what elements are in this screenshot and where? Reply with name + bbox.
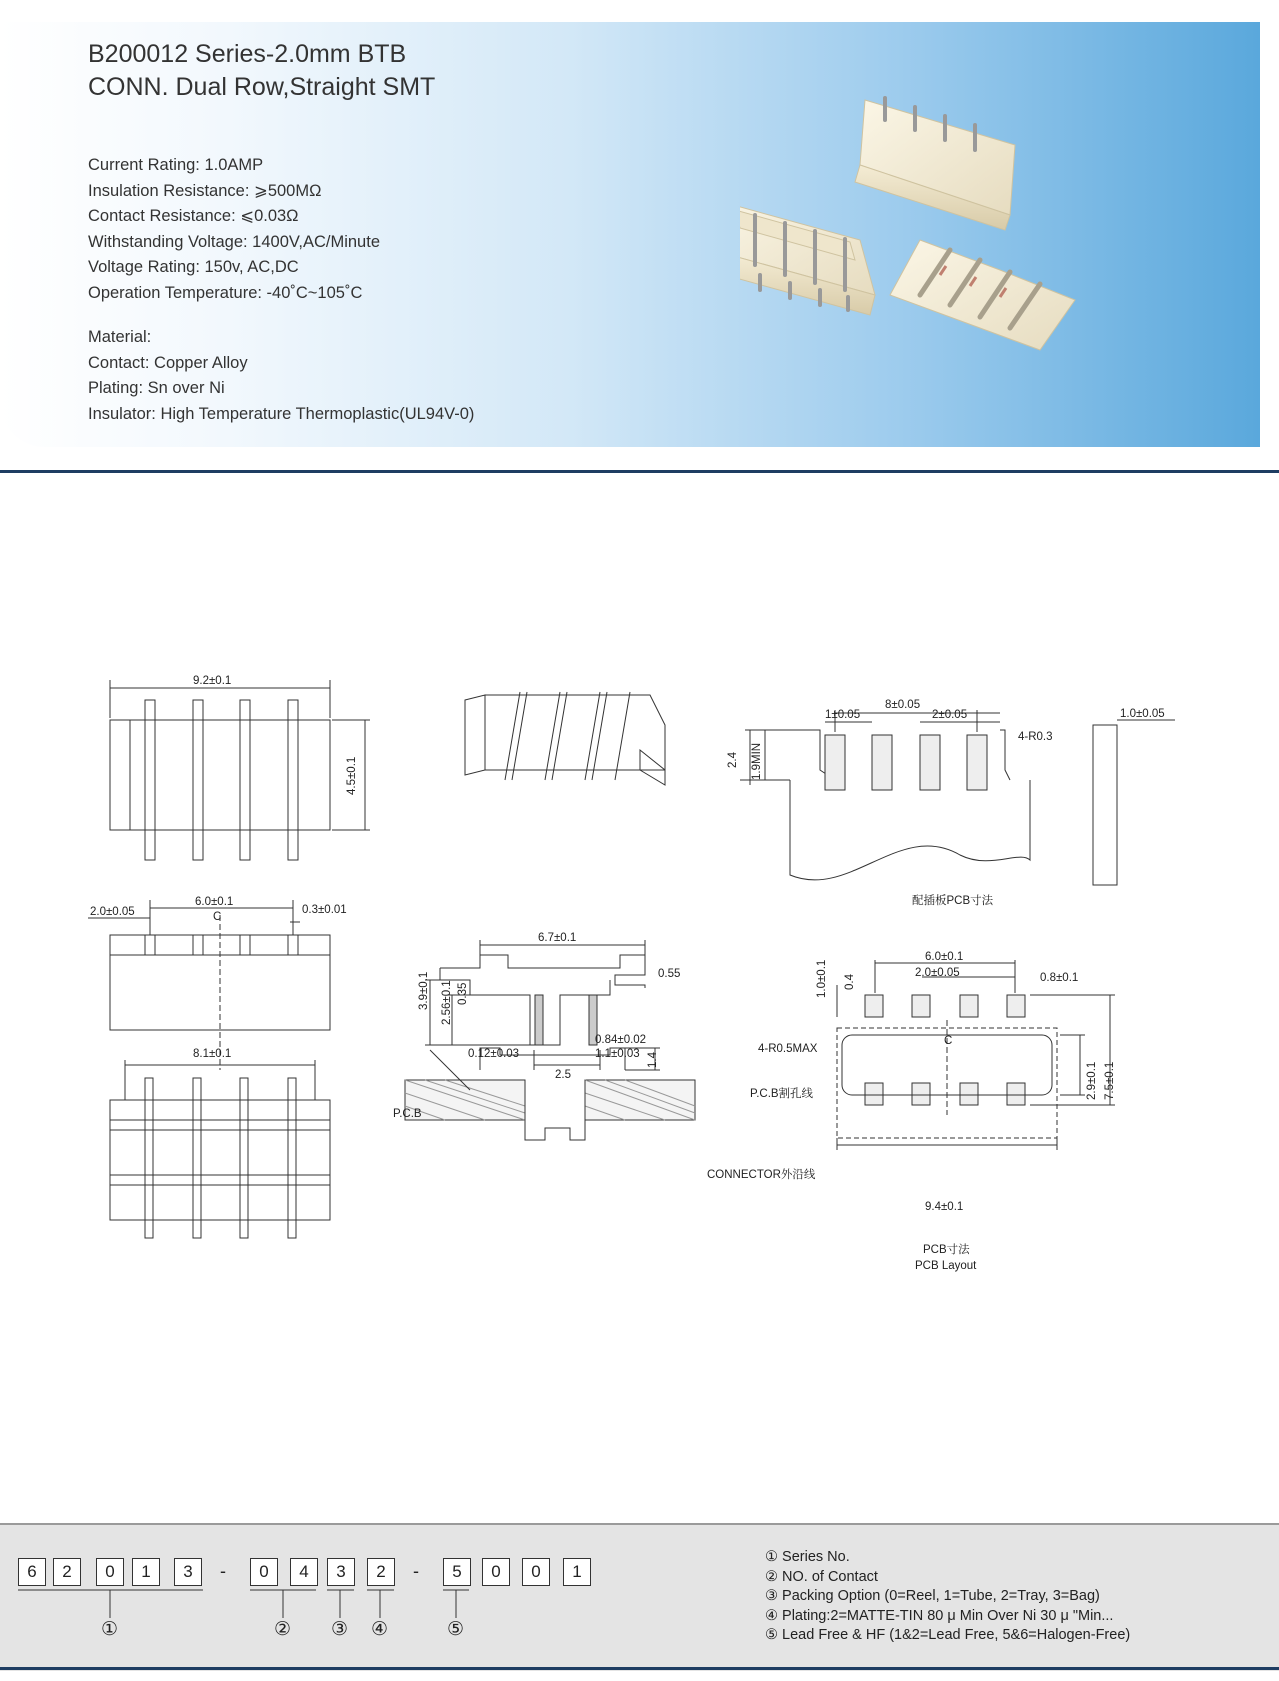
dim-1-9: 1.9MIN (751, 742, 763, 780)
dim-6-7: 6.7±0.1 (538, 932, 577, 944)
connector-photo-left (740, 200, 875, 315)
dim-1-4: 1.4 (647, 1052, 659, 1068)
label-pcb-cut: P.C.B割孔线 (750, 1088, 814, 1100)
pn-digit: 5 (443, 1558, 471, 1586)
spec-current: Current Rating: 1.0AMP (88, 156, 264, 174)
part-number-brackets (0, 1586, 620, 1626)
footer-divider (0, 1667, 1279, 1670)
pn-digit: 4 (290, 1558, 318, 1586)
dim-2-0: 2.0±0.05 (90, 906, 135, 918)
pn-digit: 6 (18, 1558, 46, 1586)
pn-digit: 2 (53, 1558, 81, 1586)
label-mating-pcb: 配插板PCB寸法 (912, 895, 994, 907)
header-divider (0, 470, 1279, 473)
dim-2: 2±0.05 (932, 709, 968, 721)
pn-digit: 2 (367, 1558, 395, 1586)
material-plating: Plating: Sn over Ni (88, 379, 225, 397)
view-top (110, 680, 370, 860)
label-connector-outline: CONNECTOR外沿线 (707, 1169, 816, 1181)
part-number-legend (765, 1548, 1130, 1646)
marker-2: ② (274, 1619, 292, 1640)
spec-insulation: Insulation Resistance: ⩾500MΩ (88, 181, 322, 200)
marker-5: ⑤ (447, 1619, 465, 1640)
pcb-dim-2-0: 2.0±0.05 (915, 967, 960, 979)
pcb-dim-0-4: 0.4 (844, 974, 856, 990)
pn-digit: 3 (327, 1558, 355, 1586)
dim-1-0: 1.0±0.05 (1120, 708, 1165, 720)
view-front (88, 900, 330, 1070)
legend-contacts: ② NO. of Contact (765, 1568, 878, 1585)
dim-1-1: 1.1±0.03 (595, 1048, 640, 1060)
pn-dash: - (413, 1561, 419, 1581)
marker-1: ① (101, 1619, 119, 1640)
material-contact: Contact: Copper Alloy (88, 353, 248, 372)
pn-digit: 3 (174, 1558, 202, 1586)
pn-digit: 0 (482, 1558, 510, 1586)
centerline-mark-1: C (213, 911, 222, 923)
material-insulator: Insulator: High Temperature Thermoplastic(UL94V-0) (88, 404, 475, 423)
dim-1: 1±0.05 (825, 709, 861, 721)
dim-6-0: 6.0±0.1 (195, 896, 234, 908)
title-line-2: CONN. Dual Row,Straight SMT (88, 73, 436, 101)
pn-digit: 1 (132, 1558, 160, 1586)
label-pcb-dim: PCB寸法 (923, 1244, 970, 1256)
dim-8: 8±0.05 (885, 699, 921, 711)
dim-2-5: 2.5 (555, 1069, 571, 1081)
product-photo (740, 90, 1130, 380)
spec-temperature: Operation Temperature: -40˚C~105˚C (88, 283, 363, 302)
technical-drawings (0, 650, 1279, 1290)
pn-digit: 0 (250, 1558, 278, 1586)
spec-withstanding: Withstanding Voltage: 1400V,AC/Minute (88, 232, 380, 251)
marker-3: ③ (331, 1619, 349, 1640)
dim-3-9: 3.9±0.1 (418, 971, 430, 1010)
pcb-dim-9-4: 9.4±0.1 (925, 1201, 964, 1213)
legend-leadfree: ⑤ Lead Free & HF (1&2=Lead Free, 5&6=Halogen-Free) (765, 1627, 1131, 1643)
pn-digit: 1 (563, 1558, 591, 1586)
dim-2-56: 2.56±0.1 (441, 980, 453, 1025)
dim-8-1: 8.1±0.1 (193, 1048, 232, 1060)
label-pcb-layout: PCB Layout (915, 1260, 977, 1272)
dim-0-55: 0.55 (658, 968, 681, 980)
title-line-1: B200012 Series-2.0mm BTB (88, 40, 407, 68)
dim-4-5: 4.5±0.1 (346, 756, 358, 795)
connector-photo-top (855, 98, 1015, 230)
page-title (88, 38, 435, 104)
legend-plating: ④ Plating:2=MATTE-TIN 80 μ Min Over Ni 30 μ "Min... (765, 1607, 1114, 1624)
spec-list (88, 153, 380, 306)
dim-0-35: 0.35 (457, 982, 469, 1005)
pn-digit: 0 (96, 1558, 124, 1586)
pcb-dim-2-9: 2.9±0.1 (1086, 1061, 1098, 1100)
material-list (88, 325, 474, 427)
marker-4: ④ (371, 1619, 389, 1640)
legend-series: ① Series No. (765, 1549, 850, 1565)
pn-dash: - (220, 1561, 226, 1581)
pcb-dim-1-0: 1.0±0.1 (816, 959, 828, 998)
connector-photo-bottom (890, 240, 1075, 350)
spec-voltage: Voltage Rating: 150v, AC,DC (88, 258, 299, 276)
dim-0-84: 0.84±0.02 (595, 1034, 647, 1046)
pcb-dim-6-0: 6.0±0.1 (925, 951, 964, 963)
legend-packing: ③ Packing Option (0=Reel, 1=Tube, 2=Tray, 3=Bag) (765, 1588, 1100, 1604)
dim-0-12: 0.12±0.03 (468, 1048, 520, 1060)
pcb-dim-7-5: 7.5±0.1 (1104, 1061, 1116, 1100)
pn-digit: 0 (522, 1558, 550, 1586)
view-mating-pcb (740, 710, 1175, 885)
spec-contact-resistance: Contact Resistance: ⩽0.03Ω (88, 207, 299, 225)
label-pcb: P.C.B (393, 1108, 422, 1120)
view-isometric (465, 692, 665, 785)
pcb-dim-0-8: 0.8±0.1 (1040, 972, 1079, 984)
radius-r0-5: 4-R0.5MAX (758, 1043, 818, 1055)
dim-2-4: 2.4 (727, 752, 739, 768)
dim-9-2: 9.2±0.1 (193, 675, 232, 687)
view-side (110, 1060, 330, 1238)
view-pcb-layout (837, 960, 1115, 1150)
centerline-mark-2: C (944, 1035, 953, 1047)
dim-0-3: 0.3±0.01 (302, 904, 347, 916)
radius-r0-3: 4-R0.3 (1018, 731, 1053, 743)
material-heading: Material: (88, 328, 152, 346)
